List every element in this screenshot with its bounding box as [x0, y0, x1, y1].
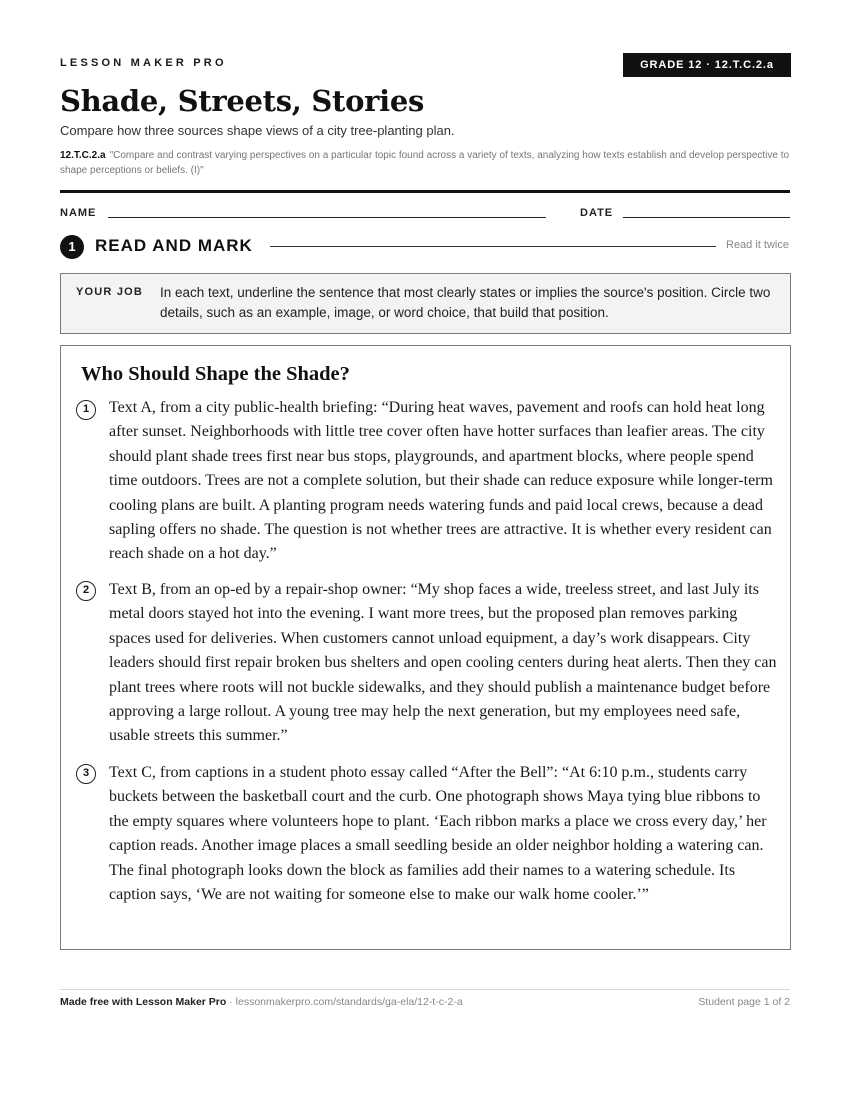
date-label: DATE [580, 207, 614, 219]
name-label: NAME [60, 207, 97, 219]
footer-divider [60, 989, 790, 990]
job-label: YOUR JOB [76, 286, 144, 298]
grade-badge: GRADE 12 · 12.T.C.2.a [623, 53, 791, 77]
header-divider [60, 190, 790, 193]
date-field[interactable] [623, 217, 790, 218]
section-divider [270, 246, 716, 247]
footer-made-with: Made free with Lesson Maker Pro [60, 996, 227, 1008]
job-instructions-box [60, 273, 791, 334]
worksheet-title: Shade, Streets, Stories [60, 84, 425, 118]
paragraph-text-a: Text A, from a city public-health briefing: “During heat waves, pavement and roofs can hold heat long after sunset. Neighborhoods with little tree cover often have hotter surfaces than leafier areas. The city should plant shade trees first near bus stops, playgrounds, and apartment blocks, where people spend time outdoors. Trees are not a complete solution, but their shade can reduce exposure while longer-term cooling plans are built. A planting program needs watering funds and paid local crews, because a dead sapling offers no shade. The question is not whether trees are attractive. It is whether every resident can reach shade on a hot day.” [109, 399, 773, 563]
section-title: READ AND MARK [95, 236, 253, 255]
section-note: Read it twice [726, 239, 789, 251]
reading-passage-box [60, 345, 791, 950]
standard-text: "Compare and contrast varying perspectives on a particular topic found across a variety of texts, analyzing how texts establish and develop perspective to shape perceptions or beliefs. (I)" [60, 150, 790, 176]
footer-url[interactable]: · lessonmakerpro.com/standards/ga-ela/12-t-c-2-a [229, 996, 463, 1008]
name-field[interactable] [108, 217, 546, 218]
footer-credit [60, 996, 463, 1008]
standard-code: 12.T.C.2.a [60, 150, 106, 161]
paragraph-number-1: 1 [76, 400, 96, 420]
paragraph-text-c: Text C, from captions in a student photo essay called “After the Bell”: “At 6:10 p.m., students carry buckets between the basketball court and the curb. One photograph shows Maya tying blue ribbons to the empty squares where volunteers hope to plant. ‘Each ribbon marks a place we cross every day,’ her caption reads. Another image places a small seedling beside an older neighbor holding a watering can. The final photograph looks down the block as families add their names to a watering schedule. Its caption says, ‘We are not waiting for someone else to make our walk home cooler.’” [109, 764, 767, 904]
reading-title: Who Should Shape the Shade? [81, 363, 350, 385]
section-number-badge: 1 [60, 235, 84, 259]
standard-statement [60, 148, 790, 178]
paragraph-number-2: 2 [76, 581, 96, 601]
job-text: In each text, underline the sentence that most clearly states or implies the source's position. Circle two details, such as an example, image, or word choice, that build that position. [160, 285, 771, 320]
paragraph-number-3: 3 [76, 764, 96, 784]
paragraph-text-b: Text B, from an op-ed by a repair-shop owner: “My shop faces a wide, treeless street, and last July its metal doors stayed hot into the evening. I want more trees, but the proposed plan removes parking spaces used for deliveries. When customers cannot unload equipment, a day’s work disappears. City leaders should first repair broken bus shelters and open cooling centers during heat alerts. Then they can plant trees where roots will not buckle sidewalks, and they should publish a maintenance budget before approving a large rollout. A young tree may help the next generation, but my employees need safe, usable streets this summer.” [109, 581, 777, 745]
worksheet-subtitle: Compare how three sources shape views of a city tree-planting plan. [60, 123, 455, 138]
footer-page-number: Student page 1 of 2 [698, 996, 790, 1008]
brand-name: LESSON MAKER PRO [60, 57, 227, 69]
